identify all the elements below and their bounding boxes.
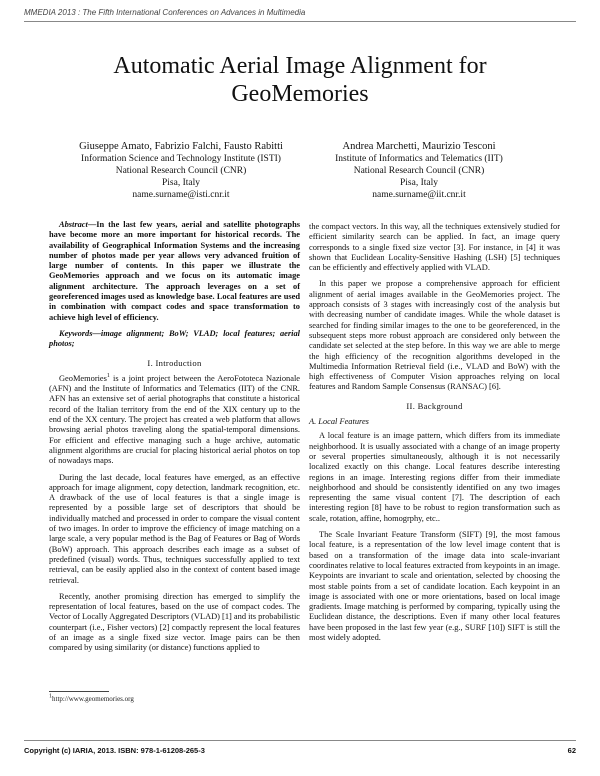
intro-paragraph-2: During the last decade, local features have emerged, as an effective approach for image alignment, copy detection, landmark recognition, etc. A drawback of the use of local features is that a single image is represented by a possible large set of descriptors that should be individually matched and processed in order to compare the visual content of two images. In order to improve the efficiency of image matching on a large scale, a very popular method is the Bag of Features or Bag of Words (BoW) approach. This approach describes each image as a subset of predefined (visual) words. Thus, techniques successfully applied to text retrieval, can be easily applied also in the context of content based image retrieval.	[49, 472, 300, 585]
author-block-left	[76, 140, 286, 201]
footer-copyright: Copyright (c) IARIA, 2013. ISBN: 978-1-61208-265-3	[24, 746, 205, 755]
section-heading-background: II. Background	[406, 400, 463, 411]
author-names: Andrea Marchetti, Maurizio Tesconi	[342, 141, 496, 152]
background-paragraph-2: The Scale Invariant Feature Transform (SIFT) [9], the most famous local feature, is a representation of the low level image content that is based on a transformation of the image data into scale-invariant coordinates relative to local features extracted from keypoints in an image. Keypoints are invariant to scale and orientation, selected by choosing the most stable points from a set of candidate location. Each keypoint in an image is associated with one or more orientations, based on local image gradients. Image matching is performed by comparing, typically using the Euclidean distance, the descriptions. Even if many other local features have been proposed in the last few year (e.g., SURF [10]) SIFT is still the most widely adopted.	[309, 530, 560, 642]
author-email[interactable]: name.surname@isti.cnr.it	[132, 190, 230, 200]
author-council: National Research Council (CNR)	[115, 166, 247, 176]
abstract-text: —In the last few years, aerial and satellite photographs have become more an more important for historical records. The availability of Geographical Information Systems and the increasing number of photos made per year allows very advanced fruition of large number of contents. In this paper we illustrate the GeoMemories approach and we focus on its automatic image alignment architecture. The approach leverages on a set of georeferenced images used as knowledge base. Local features are used in combination with compact codes and space transformation to achieve high level of efficiency.	[49, 220, 300, 322]
header-rule	[24, 21, 576, 22]
conference-header: MMEDIA 2013 : The Fifth International Conferences on Advances in Multimedia	[24, 8, 306, 17]
subsection-heading-local-features: A. Local Features	[309, 417, 369, 427]
section-heading-introduction: I. Introduction	[147, 357, 202, 368]
left-column	[49, 220, 300, 660]
paper-title: Automatic Aerial Image Alignment for GeoMemories	[113, 53, 487, 107]
footnote	[49, 695, 134, 703]
author-email[interactable]: name.surname@iit.cnr.it	[372, 190, 466, 200]
abstract-label: Abstract	[59, 220, 88, 229]
page-number: 62	[567, 746, 576, 755]
footnote-ref[interactable]: 1	[106, 373, 110, 380]
footnote-url[interactable]: http://www.geomemories.org	[52, 695, 134, 703]
author-names: Giuseppe Amato, Fabrizio Falchi, Fausto Rabitti	[79, 141, 283, 152]
right-column	[309, 222, 560, 649]
abstract	[49, 220, 300, 323]
intro-p1-start: GeoMemories	[59, 373, 107, 383]
author-institute: Institute of Informatics and Telematics (IIT)	[335, 154, 503, 164]
intro-paragraph-3: Recently, another promising direction has emerged to simplify the representation of local features, based on the use of compact codes. The Vector of Locally Aggregated Descriptors (VLAD) [1] and its probabilistic counterpart (i.e., Fisher vectors) [2] compactly represent the local features of an image as a single fixed size vector. Image pairs can be then compared by using similarity (or distance) functions applied to	[49, 591, 300, 653]
footer-rule	[24, 740, 576, 741]
right-paragraph-1: the compact vectors. In this way, all the techniques extensively studied for efficient similarity search can be applied. In fact, an image query corresponds to a single fixed size vector [3]. For instance, in [4] it was shown that Euclidean Locality-Sensitive Hashing (LSH) [5] techniques can be efficiently and effectively applied with VLAD.	[309, 222, 560, 273]
background-paragraph-1: A local feature is an image pattern, which differs from its immediate neighborhood. It is usually associated with a change of an image property or several properties simultaneously, although it is not necessarily localized exactly on this change. Local features describe interesting regions in an image. Interesting regions differ from their immediate neighborhood and should be consistently identified on any two images representing the same visual content [7]. The description of each interesting region [8] have to be robust to region transformation such as scale, rotation, affine, homogrphy, etc..	[309, 431, 560, 523]
author-council: National Research Council (CNR)	[353, 166, 485, 176]
right-paragraph-2: In this paper we propose a comprehensive approach for efficient alignment of aerial images available in the GeoMemories project. The approach consists of 3 stages with increasingly cost of the analysis but with decreasing number of candidate images. While the whole dataset is searched for finding similar images to the one to be georeferenced, in the subsequent steps more robust approach are considered only between the candidate set selected at the step before. In this way we are able to merge the high efficiency of the recognition algorithms developed in the Multimedia Information Retrieval field (i.e., VLAD and BoW) with the high effectiveness of Computer Vision approaches relying on local features and Random Sample Consensus (RANSAC) [6].	[309, 279, 560, 392]
footnote-mark: 1	[49, 693, 52, 700]
author-block-right	[314, 140, 524, 201]
footnote-rule	[49, 691, 109, 692]
keywords: Keywords—image alignment; BoW; VLAD; local features; aerial photos;	[49, 328, 300, 349]
author-institute: Information Science and Technology Institute (ISTI)	[81, 154, 281, 164]
author-location: Pisa, Italy	[162, 178, 200, 188]
intro-p1-rest: is a joint project between the AeroFototeca Nazionale (AFN) and the Institute of Informatics and Telematics (IIT) of the CNR. AFN has an extensive set of aerial photographs that constitute a historical record of the Italian territory from the end of the XIX century up to the end of the XX century. The project has created a web platform that allows browsing aerial photos traveling along the spatial-temporal dimensions. For efficient and effective managing such a huge archive, automatic alignment algorithms are crucial for placing historical aerial photos on top of nowadays maps.	[49, 373, 300, 466]
author-location: Pisa, Italy	[400, 178, 438, 188]
intro-paragraph-1	[49, 374, 300, 467]
